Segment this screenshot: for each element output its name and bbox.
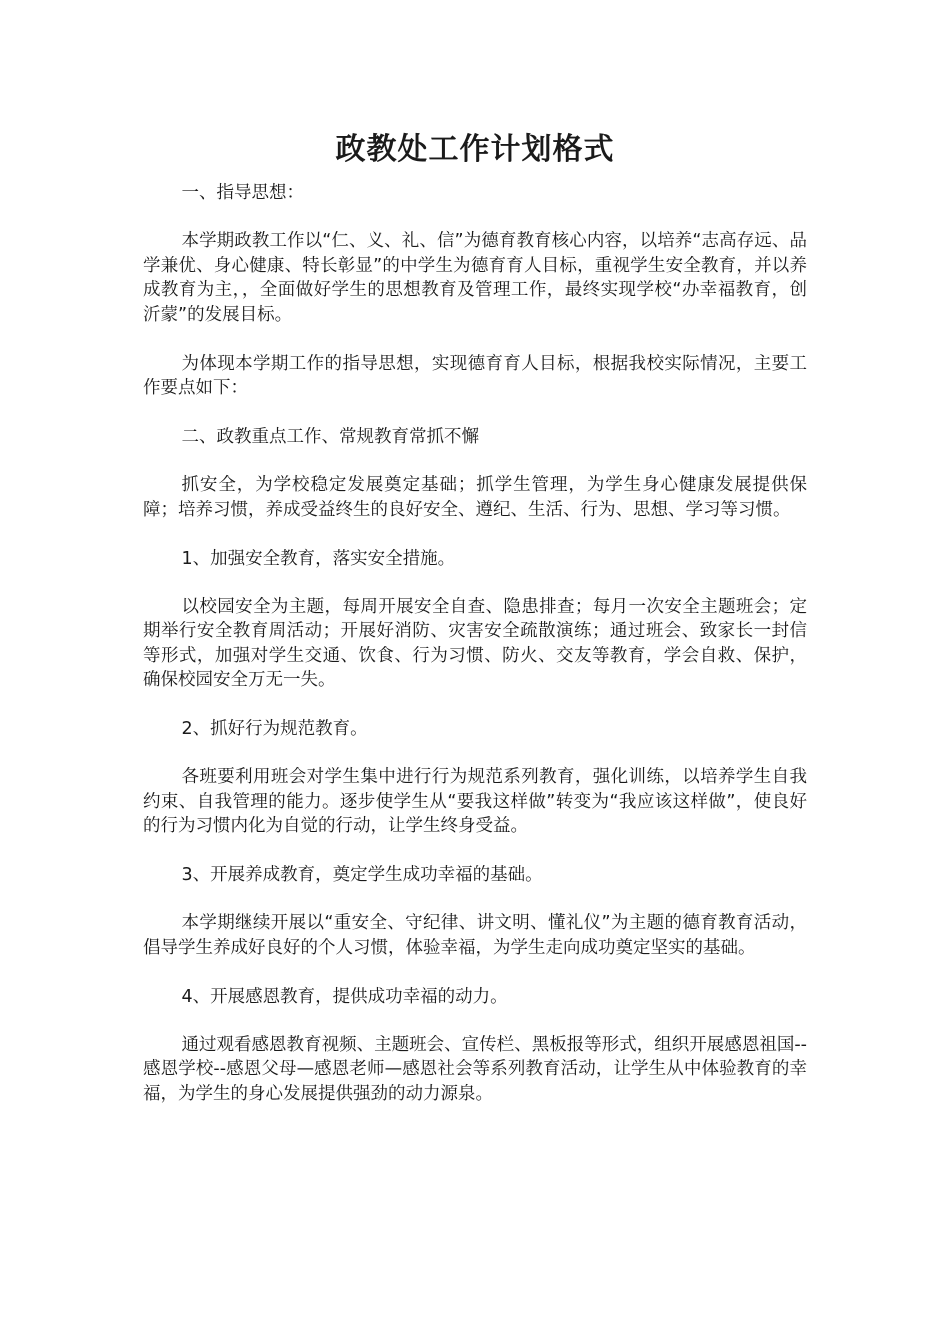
paragraph-key-work-summary: 抓安全，为学校稳定发展奠定基础；抓学生管理，为学生身心健康发展提供保障；培养习惯，养成受益终生的良好安全、遵纪、生活、行为、思想、学习等习惯。 xyxy=(143,475,807,520)
section-heading-key-work: 二、政教重点工作、常规教育常抓不懈 xyxy=(181,427,479,447)
document-page xyxy=(143,128,807,1131)
subheading-habit-education: 3、开展养成教育，奠定学生成功幸福的基础。 xyxy=(181,865,543,885)
paragraph-work-points-intro: 为体现本学期工作的指导思想，实现德育育人目标，根据我校实际情况，主要工作要点如下： xyxy=(143,353,807,398)
subheading-gratitude-education: 4、开展感恩教育，提供成功幸福的动力。 xyxy=(181,986,508,1007)
paragraph-work-core-content: 本学期政教工作以“仁、义、礼、信”为德育教育核心内容，以培养“志高存远、品学兼优、身心健康、特长彰显”的中学生为德育育人目标，重视学生安全教育，并以养成教育为主，，全面做好学生的思想教育及管理工作，最终实现学校“办幸福教育，创沂蒙”的发展目标。 xyxy=(143,231,807,325)
subheading-behavior-education: 2、抓好行为规范教育。 xyxy=(181,719,368,739)
section-heading-guiding-thought: 一、指导思想： xyxy=(181,183,304,203)
paragraph-safety-education: 以校园安全为主题，每周开展安全自查、隐患排查；每月一次安全主题班会；定期举行安全教育周活动；开展好消防、灾害安全疏散演练；通过班会、致家长一封信等形式，加强对学生交通、饮食、行为习惯、防火、交友等教育，学会自救、保护，确保校园安全万无一失。 xyxy=(143,596,807,690)
document-title: 政教处工作计划格式 xyxy=(335,132,615,167)
paragraph-gratitude-education: 通过观看感恩教育视频、主题班会、宣传栏、黑板报等形式，组织开展感恩祖国--感恩学校--感恩父母—感恩老师—感恩社会等系列教育活动，让学生从中体验教育的幸福，为学生的身心发展提供强劲的动力源泉。 xyxy=(143,1034,807,1104)
subheading-safety-education: 1、加强安全教育，落实安全措施。 xyxy=(181,548,456,569)
paragraph-habit-education: 本学期继续开展以“重安全、守纪律、讲文明、懂礼仪”为主题的德育教育活动，倡导学生养成好良好的个人习惯，体验幸福，为学生走向成功奠定坚实的基础。 xyxy=(143,913,807,958)
paragraph-behavior-education: 各班要利用班会对学生集中进行行为规范系列教育，强化训练，以培养学生自我约束、自我管理的能力。逐步使学生从“要我这样做”转变为“我应该这样做”，使良好的行为习惯内化为自觉的行动，让学生终身受益。 xyxy=(143,767,807,836)
